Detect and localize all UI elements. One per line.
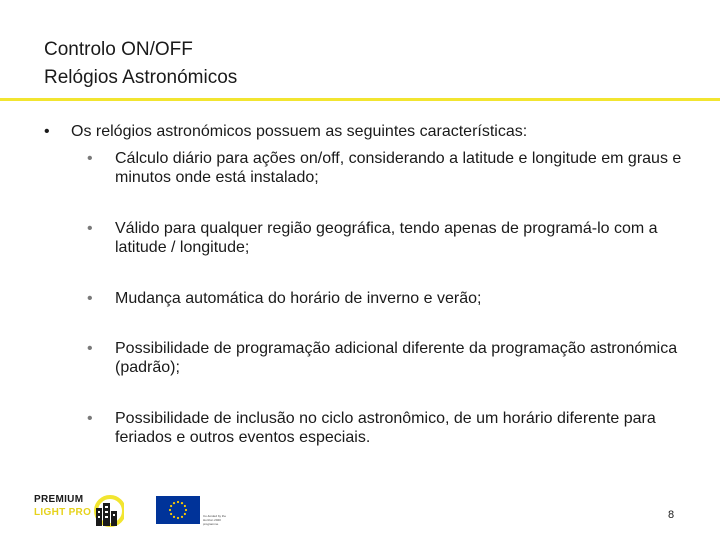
building-icon	[90, 494, 124, 528]
list-item-text: Possibilidade de programação adicional diferente da programação astronómica (padrão);	[115, 340, 678, 376]
sub-bullet-icon: •	[87, 340, 93, 357]
slide-title	[44, 36, 237, 92]
sub-bullet-icon: •	[87, 410, 93, 427]
bullet-icon: •	[44, 123, 50, 140]
list-item-text: Válido para qualquer região geográfica, tendo apenas de programá-lo com a latitude / longitude;	[115, 220, 658, 256]
eu-flag-icon	[156, 496, 200, 524]
logo-word-2: LIGHT PRO	[34, 507, 92, 518]
list-item-text: Cálculo diário para ações on/off, considerando a latitude e longitude em graus e minutos onde está instalado;	[115, 150, 682, 186]
sub-bullet-icon: •	[87, 220, 93, 237]
sub-bullet-icon: •	[87, 150, 93, 167]
list-item-text: Mudança automática do horário de inverno e verão;	[115, 290, 482, 307]
title-divider	[0, 98, 720, 101]
slide-footer	[0, 490, 720, 530]
intro-text: Os relógios astronómicos possuem as seguintes características:	[71, 123, 528, 140]
list-item-text: Possibilidade de inclusão no ciclo astronômico, de um horário diferente para feriados e outros eventos especiais.	[115, 410, 656, 446]
logo-word-1: PREMIUM	[34, 494, 84, 505]
page-number: 8	[668, 509, 675, 521]
title-line-1: Controlo ON/OFF	[44, 39, 193, 60]
title-line-2: Relógios Astronómicos	[44, 67, 238, 88]
eu-funding-caption: Co-funded by the Horizon 2020 programme	[203, 514, 227, 526]
sub-bullet-icon: •	[87, 290, 93, 307]
eu-stars-icon	[156, 496, 200, 524]
premium-light-pro-logo	[34, 494, 126, 526]
